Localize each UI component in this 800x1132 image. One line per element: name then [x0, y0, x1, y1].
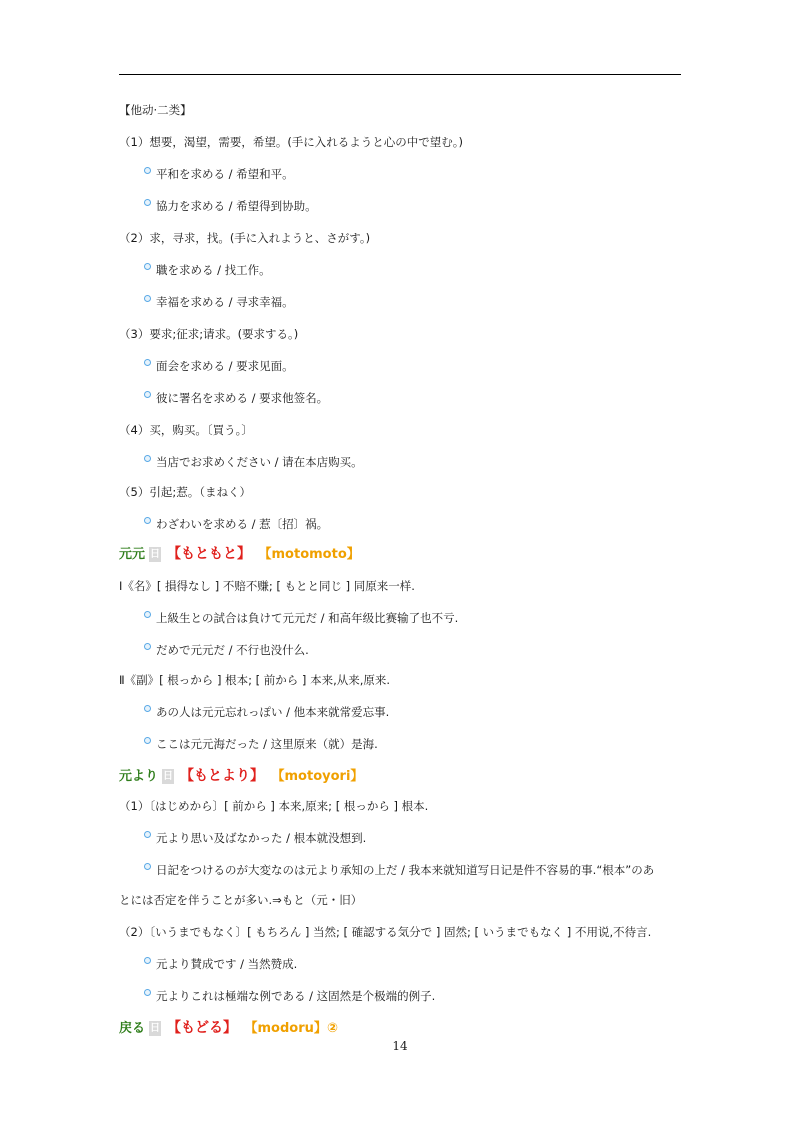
bullet-icon — [144, 611, 151, 618]
bullet-icon — [144, 517, 151, 524]
bullet-icon — [144, 263, 151, 270]
line-text: 幸福を求める / 寻求幸福。 — [156, 295, 294, 309]
example-line — [144, 830, 366, 846]
entry-heading — [119, 768, 363, 785]
line-text: だめで元元だ / 不行也没什么. — [156, 643, 309, 657]
definition-line — [119, 326, 298, 342]
definition-line — [119, 102, 192, 118]
example-line — [144, 454, 363, 470]
line-text: とには否定を伴うことが多い.⇒もと（元・旧） — [119, 893, 363, 907]
example-line — [144, 704, 389, 720]
line-text: 彼に署名を求める / 要求他签名。 — [156, 391, 329, 405]
line-text: Ⅰ《名》[ 損得なし ] 不赔不赚; [ もとと同じ ] 同原来一样. — [119, 579, 415, 593]
definition-line — [119, 892, 362, 908]
example-line — [144, 610, 458, 626]
bullet-icon — [144, 705, 151, 712]
line-text: 元より賛成です / 当然赞成. — [156, 957, 298, 971]
entry-heading — [119, 546, 360, 563]
bullet-icon — [144, 989, 151, 996]
bullet-icon — [144, 167, 151, 174]
definition-line — [119, 798, 428, 814]
example-line — [144, 390, 328, 406]
example-line — [144, 358, 294, 374]
line-text: ここは元元海だった / 这里原来（就）是海. — [156, 737, 378, 751]
example-line — [144, 198, 317, 214]
kana-reading: 【もともと】 — [167, 546, 252, 562]
headword: 元元 — [119, 547, 146, 562]
line-text: Ⅱ《副》[ 根っから ] 根本; [ 前から ] 本来,从来,原来. — [119, 673, 391, 687]
headword: 元より — [119, 769, 159, 784]
bullet-icon — [144, 737, 151, 744]
line-text: 職を求める / 找工作。 — [156, 263, 271, 277]
bullet-icon — [144, 295, 151, 302]
definition-line — [119, 672, 390, 688]
example-line — [144, 262, 271, 278]
line-text: （2）求，寻求，找。(手に入れようと、さがす。) — [119, 231, 371, 245]
romaji-reading: 【modoru】② — [251, 1021, 338, 1036]
bullet-icon — [144, 391, 151, 398]
example-line — [144, 956, 297, 972]
bullet-icon — [144, 831, 151, 838]
line-text: （1）想要，渴望，需要，希望。(手に入れるようと心の中で望む。) — [119, 135, 464, 149]
line-text: 日記をつけるのが大変なのは元より承知の上だ / 我本来就知道写日记是件不容易的事.“根本”のあ — [156, 863, 655, 877]
example-line — [144, 642, 309, 658]
line-text: 面会を求める / 要求见面。 — [156, 359, 294, 373]
romaji-reading: 【motoyori】 — [278, 769, 364, 784]
header-rule — [119, 74, 681, 75]
bullet-icon — [144, 863, 151, 870]
bullet-icon — [144, 455, 151, 462]
line-text: （2）〔いうまでもなく〕[ もちろん ] 当然; [ 確認する気分で ] 固然; [ いうまでもなく ] 不用说,不待言. — [119, 925, 652, 939]
language-badge: 日 — [163, 771, 174, 782]
bullet-icon — [144, 643, 151, 650]
language-badge: 日 — [150, 549, 161, 560]
line-text: （3）要求;征求;请求。(要求する。) — [119, 327, 299, 341]
romaji-reading: 【motomoto】 — [265, 547, 360, 562]
definition-line — [119, 578, 415, 594]
line-text: 上級生との試合は負けて元元だ / 和高年级比赛输了也不亏. — [156, 611, 459, 625]
line-text: 協力を求める / 希望得到协助。 — [156, 199, 317, 213]
line-text: 元より思い及ばなかった / 根本就没想到. — [156, 831, 367, 845]
line-text: 当店でお求めください / 请在本店购买。 — [156, 455, 363, 469]
definition-line — [119, 422, 253, 438]
line-text: （1）〔はじめから〕[ 前から ] 本来,原来; [ 根っから ] 根本. — [119, 799, 429, 813]
bullet-icon — [144, 957, 151, 964]
kana-reading: 【もどる】 — [167, 1020, 238, 1036]
line-text: あの人は元元忘れっぽい / 他本来就常爱忘事. — [156, 705, 390, 719]
definition-line — [119, 134, 463, 150]
example-line — [144, 294, 294, 310]
definition-line — [119, 230, 370, 246]
kana-reading: 【もとより】 — [180, 768, 265, 784]
example-line — [144, 736, 378, 752]
language-badge: 日 — [150, 1023, 161, 1034]
entry-heading — [119, 1020, 338, 1037]
example-line — [144, 988, 435, 1004]
line-text: （5）引起;惹。（まねく） — [119, 485, 251, 499]
page-number: 14 — [392, 1039, 408, 1053]
definition-line — [119, 484, 251, 500]
line-text: 平和を求める / 希望和平。 — [156, 167, 294, 181]
line-text: 【他动·二类】 — [119, 103, 192, 117]
line-text: わざわいを求める / 惹〔招〕祸。 — [156, 517, 329, 531]
line-text: （4）买，购买。〔買う。〕 — [119, 423, 253, 437]
bullet-icon — [144, 199, 151, 206]
definition-line — [119, 924, 651, 940]
example-line — [144, 166, 294, 182]
line-text: 元よりこれは極端な例である / 这固然是个极端的例子. — [156, 989, 436, 1003]
example-line — [144, 516, 328, 532]
headword: 戻る — [119, 1021, 146, 1036]
example-line — [144, 862, 654, 878]
bullet-icon — [144, 359, 151, 366]
